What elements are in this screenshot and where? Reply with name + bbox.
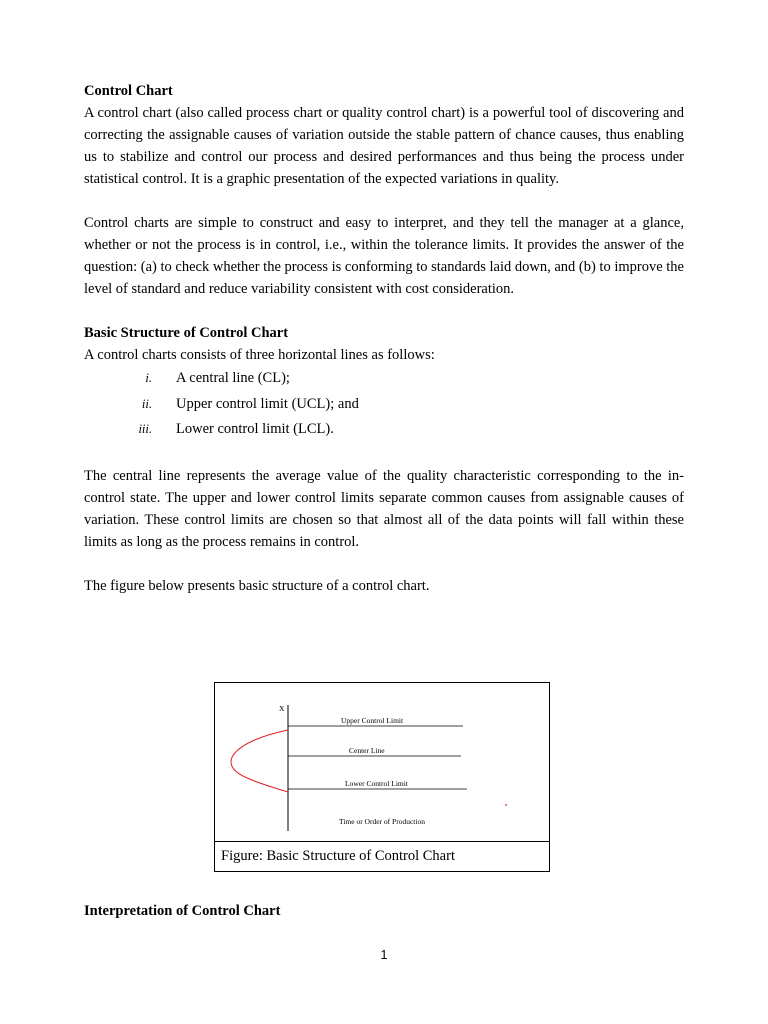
control-chart-diagram: [215, 683, 549, 841]
document-body: [84, 80, 684, 597]
paragraph-definition: A control chart (also called process chart or quality control chart) is a powerful tool of discovering and correcting the assignable causes of variation outside the stable pattern of chance causes, thus enabling us to stabilize and control our process and desired performances and thus being the process under statistical control. It is a graphic presentation of the expected variations in quality.: [84, 105, 684, 187]
list-item: [84, 392, 684, 418]
figure-caption: Figure: Basic Structure of Control Chart: [215, 841, 549, 871]
section-heading-basic-structure: Basic Structure of Control Chart: [84, 325, 289, 341]
list-item-text: Lower control limit (LCL).: [176, 421, 334, 437]
x-axis-label: Time or Order of Production: [339, 817, 425, 826]
list-item-text: Upper control limit (UCL); and: [176, 395, 359, 412]
axis-label-x: X: [279, 704, 285, 713]
control-chart-figure: [214, 682, 550, 872]
cl-label: Center Line: [349, 746, 385, 755]
list-item: [84, 366, 684, 392]
control-lines-list: [84, 366, 684, 443]
paragraph-usage: Control charts are simple to construct and easy to interpret, and they tell the manager at a glance, whether or not the process is in control, i.e., within the tolerance limits. It provides the answer of the question: (a) to check whether the process is conforming to standards laid down, and (b) to improve the level of standard and reduce variability consistent with cost consideration.: [84, 215, 684, 297]
section-heading-control-chart: Control Chart: [84, 83, 173, 99]
list-item-number: iii.: [138, 422, 152, 436]
paragraph-structure-intro: A control charts consists of three horizontal lines as follows:: [84, 347, 435, 363]
list-item-text: A central line (CL);: [176, 370, 290, 386]
distribution-curve: [231, 730, 288, 792]
list-item-number: i.: [145, 371, 152, 385]
page-number: 1: [380, 948, 388, 962]
lcl-label: Lower Control Limit: [345, 779, 408, 788]
list-item-number: ii.: [141, 396, 152, 411]
paragraph-figure-intro: The figure below presents basic structure of a control chart.: [84, 577, 430, 594]
stray-dot: [505, 804, 507, 806]
list-item: [84, 417, 684, 443]
paragraph-central-line: The central line represents the average value of the quality characteristic corresponding to the in-control state. The upper and lower control limits separate common causes from assignable causes of variation. These control limits are chosen so that almost all of the data points will fall within these limits as long as the process remains in control.: [84, 467, 684, 550]
section-heading-interpretation: Interpretation of Control Chart: [84, 903, 281, 919]
ucl-label: Upper Control Limit: [341, 716, 404, 725]
